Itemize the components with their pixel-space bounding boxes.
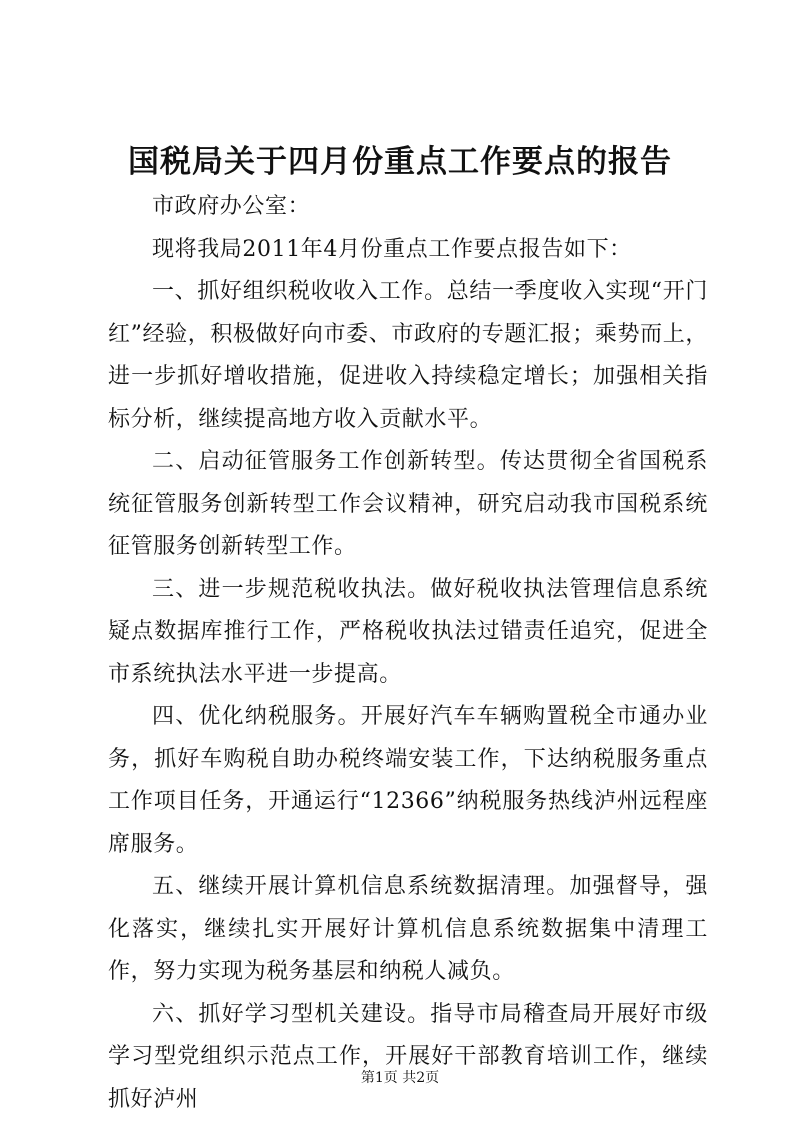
- document-title: 国税局关于四月份重点工作要点的报告: [128, 144, 672, 180]
- salutation: 市政府办公室：: [152, 194, 311, 219]
- document-body: [108, 186, 708, 1121]
- paragraph-intro: 现将我局2011年4月份重点工作要点报告如下：: [152, 236, 632, 262]
- paragraph-item-2: 二、启动征管服务工作创新转型。传达贯彻全省国税系统征管服务创新转型工作会议精神，研究启动我市国税系统征管服务创新转型工作。: [108, 449, 708, 559]
- page-number-footer: 第1页 共2页: [360, 1070, 440, 1086]
- paragraph-item-4: 四、优化纳税服务。开展好汽车车辆购置税全市通办业务，抓好车购税自助办税终端安装工作，下达纳税服务重点工作项目任务，开通运行“12366”纳税服务热线泸州远程座席服务。: [108, 704, 708, 857]
- paragraph-item-1: 一、抓好组织税收收入工作。总结一季度收入实现“开门红”经验，积极做好向市委、市政府的专题汇报；乘势而上，进一步抓好增收措施，促进收入持续稳定增长；加强相关指标分析，继续提高地方收入贡献水平。: [108, 279, 708, 432]
- paragraph-item-5: 五、继续开展计算机信息系统数据清理。加强督导，强化落实，继续扎实开展好计算机信息系统数据集中清理工作，努力实现为税务基层和纳税人减负。: [108, 874, 708, 984]
- paragraph-item-6: 六、抓好学习型机关建设。指导市局稽查局开展好市级学习型党组织示范点工作，开展好干部教育培训工作，继续抓好泸州: [108, 1001, 708, 1112]
- paragraph-item-3: 三、进一步规范税收执法。做好税收执法管理信息系统疑点数据库推行工作，严格税收执法过错责任追究，促进全市系统执法水平进一步提高。: [108, 576, 708, 687]
